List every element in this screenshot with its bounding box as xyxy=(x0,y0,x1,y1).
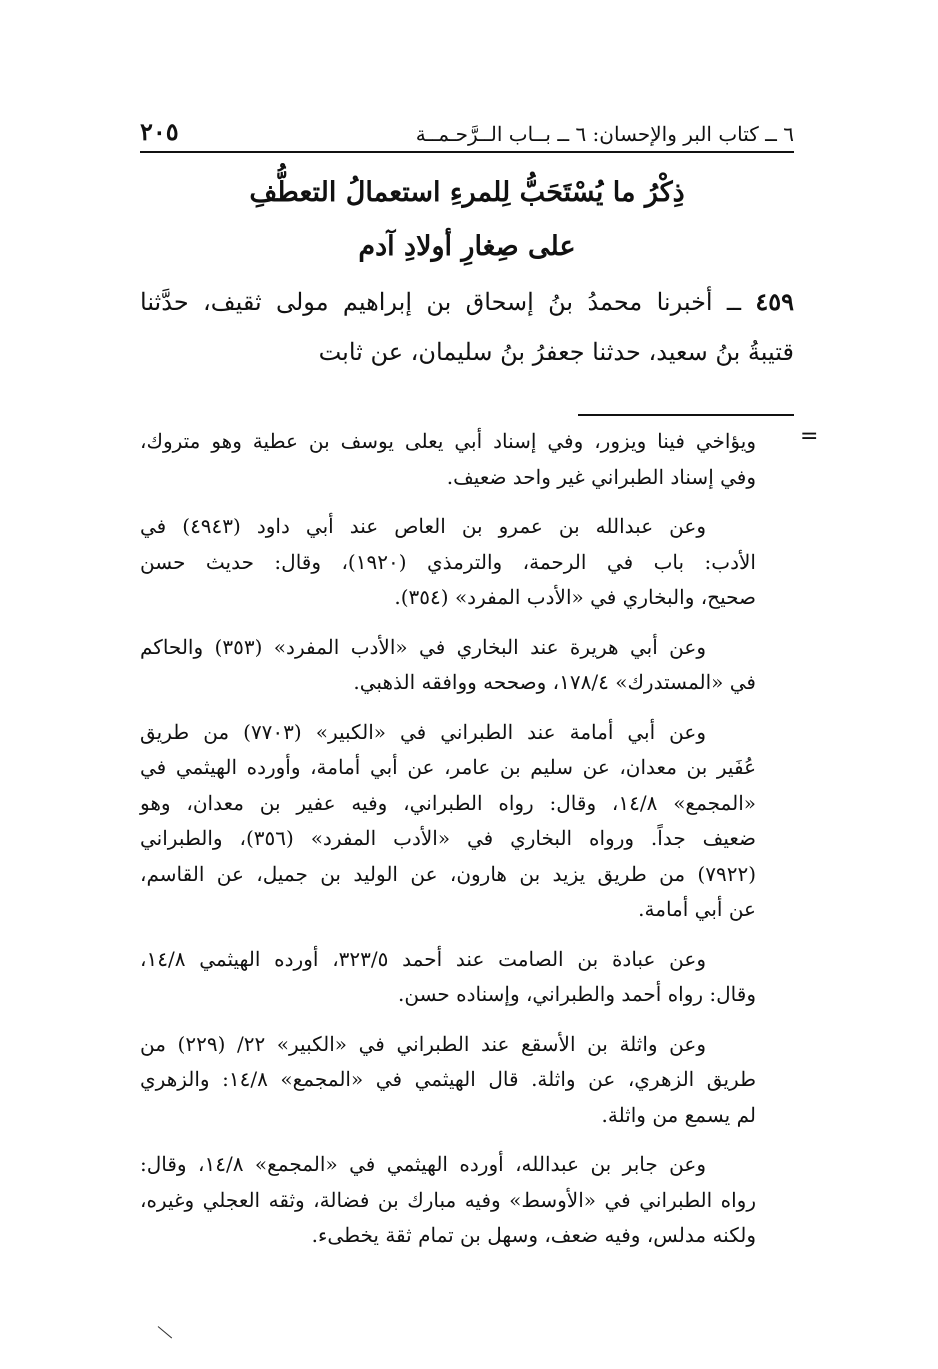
footnote-line: وعن أبي أمامة عند الطبراني في «الكبير» (٧٧٠٣) من طريق xyxy=(140,719,706,744)
footnote-line: وفي إسناد الطبراني غير واحد ضعيف. xyxy=(446,464,756,489)
footnote-line: عُفَير بن معدان، عن سليم بن عامر، عن أبي أمامة، وأورده الهيثمي في xyxy=(140,755,756,779)
hadith-number: ٤٥٩ xyxy=(755,287,794,316)
hadith-line-1 xyxy=(140,277,794,327)
hadith-text xyxy=(140,277,794,377)
footnote-line: «المجمع» ١٤/٨، وقال: رواه الطبراني، وفيه عفير بن معدان، وهو xyxy=(140,790,756,815)
footnote-line: الأدب: باب في الرحمة، والترمذي (١٩٢٠)، وقال: حديث حسن xyxy=(140,549,756,574)
footnote-line: طريق الزهري، عن واثلة. قال الهيثمي في «المجمع» ١٤/٨: والزهري xyxy=(140,1067,756,1091)
footnote-line: صحيح، والبخاري في «الأدب المفرد» (٣٥٤). xyxy=(394,585,756,609)
footnote-rule xyxy=(578,414,794,416)
footnote-line: ضعيف جداً. ورواه البخاري في «الأدب المفرد» (٣٥٦)، والطبراني xyxy=(140,826,756,850)
footnote-line: وعن عبدالله بن عمرو بن العاص عند أبي داود (٤٩٤٣) في xyxy=(140,514,706,538)
footnote-line: وعن واثلة بن الأسقع عند الطبراني في «الكبير» ٢٢/ (٢٢٩) من xyxy=(140,1031,706,1056)
chapter-heading-line-2: على صِغارِ أولادِ آدم xyxy=(358,231,576,262)
footnote-paragraph xyxy=(140,509,756,616)
footnote-line: رواه الطبراني في «الأوسط» وفيه مبارك بن فضالة، وثقه العجلي وغيره، xyxy=(140,1187,756,1212)
footnote-paragraph xyxy=(140,630,756,701)
footnote-line: وعن عبادة بن الصامت عند أحمد ٣٢٣/٥، أورده الهيثمي ١٤/٨، xyxy=(140,946,706,971)
footnote-line: (٧٩٢٢) من طريق يزيد بن هارون، عن الوليد بن جميل، عن القاسم، xyxy=(140,861,756,886)
hadith-line-1-text: ــ أخبرنا محمدُ بنُ إسحاق بن إبراهيم مولى ثقيف، حدَّثنا xyxy=(140,288,741,316)
running-header xyxy=(140,110,794,146)
footnote-line: وعن أبي هريرة عند البخاري في «الأدب المفرد» (٣٥٣) والحاكم xyxy=(140,634,707,659)
footnote-line: ولكنه مدلس، وفيه ضعف، وسهل بن تمام ثقة يخطىء. xyxy=(311,1223,756,1247)
running-header-title: ٦ ــ كتاب البر والإحسان: ٦ ــ بــاب الــرَّحـمــة xyxy=(415,122,794,146)
header-rule xyxy=(140,151,794,153)
chapter-heading-line-1: ذِكْرُ ما يُسْتَحَبُّ لِلمرءِ استعمالُ التعطُّفِ xyxy=(249,177,685,208)
footnote-line: وعن جابر بن عبدالله، أورده الهيثمي في «المجمع» ١٤/٨، وقال: xyxy=(140,1152,706,1176)
hadith-line-2: قتيبةُ بنُ سعيد، حدثنا جعفرُ بنُ سليمان، عن ثابت xyxy=(318,338,794,366)
footnote-line: في «المستدرك» ١٧٨/٤، وصححه ووافقه الذهبي. xyxy=(353,670,756,694)
footnote-paragraph xyxy=(140,424,756,495)
chapter-heading xyxy=(140,166,794,274)
footnote-paragraph xyxy=(140,715,756,928)
footnotes xyxy=(140,424,756,1268)
page-number: ٢٠٥ xyxy=(140,117,179,146)
footnote-paragraph xyxy=(140,942,756,1013)
footnote-line: لم يسمع من واثلة. xyxy=(601,1102,756,1127)
footnote-paragraph xyxy=(140,1027,756,1134)
footnote-continuation-marker: = xyxy=(800,424,819,449)
footnote-line: ويؤاخي فينا ويزور، وفي إسناد أبي يعلى يوسف بن عطية وهو متروك، xyxy=(140,429,756,453)
footnote-line: وقال: رواه أحمد والطبراني، وإسناده حسن. xyxy=(397,982,756,1006)
footnote-line: عن أبي أمامة. xyxy=(638,897,756,921)
stray-pen-mark xyxy=(158,1326,172,1338)
footnote-paragraph xyxy=(140,1147,756,1254)
